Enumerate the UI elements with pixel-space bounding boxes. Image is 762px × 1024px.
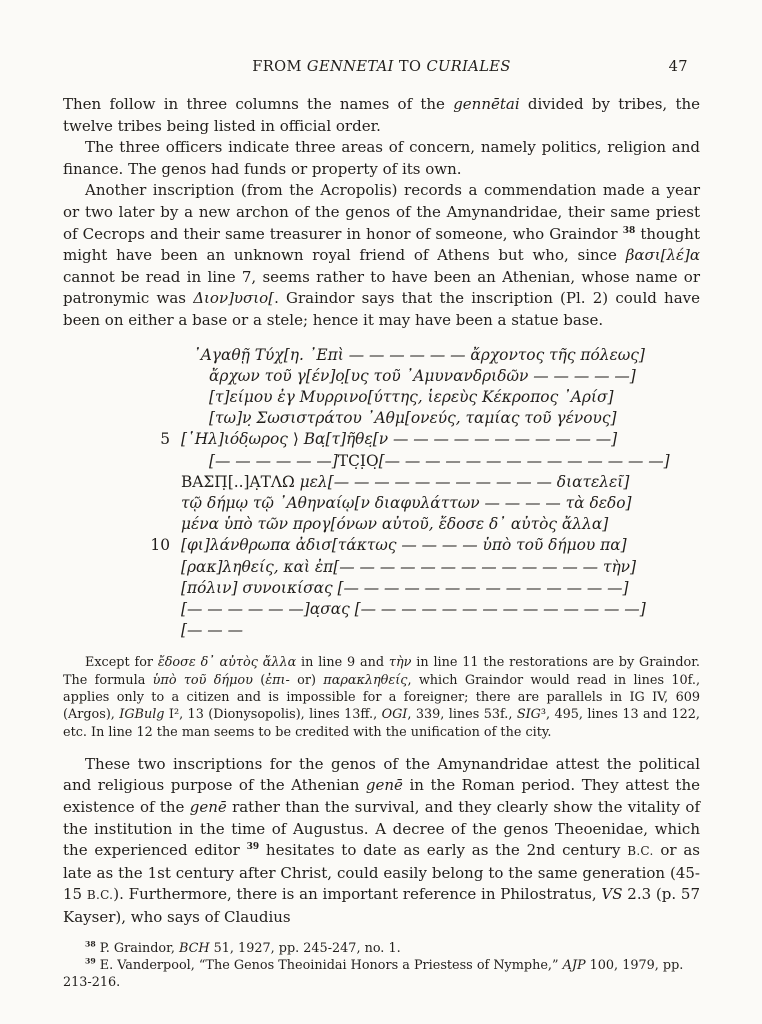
text-segment: 100, 1979, pp. 213-216. bbox=[63, 958, 684, 991]
inscription-line bbox=[148, 578, 700, 599]
text-segment: VS bbox=[601, 885, 623, 904]
inscription-line bbox=[148, 535, 700, 556]
inscription-text bbox=[181, 557, 636, 578]
text-segment: CURIALES bbox=[426, 58, 511, 75]
line-number bbox=[148, 493, 170, 514]
inscription-line bbox=[148, 557, 700, 578]
text-segment: B.C. bbox=[627, 844, 654, 859]
line-number bbox=[148, 620, 170, 641]
inscription-text bbox=[181, 472, 629, 493]
text-segment: βασι[λέ]α bbox=[625, 246, 700, 265]
text-segment: Another inscription (from the Acropolis) records a commendation made a year or two later by a new archon of the genos of the Amynandridae, their same priest of Cecrops and their same treasurer in honor of someone, who Graindor bbox=[63, 181, 700, 243]
text-segment: [῾Ηλ]ιόδ̣ωρος bbox=[181, 430, 293, 449]
text-segment: 39 bbox=[246, 842, 260, 853]
text-segment: IGBulg bbox=[119, 707, 165, 723]
text-segment: μένα ὑπὸ τῶν προγ[όνων αὐτοῦ, ἔδοσε δ᾿ αὐτὸς ἄλλα] bbox=[181, 515, 609, 534]
text-segment: 2.3 (p. 57 Kayser), who says of Claudius bbox=[63, 885, 701, 927]
inscription-line bbox=[148, 408, 700, 429]
inscription-line bbox=[148, 599, 700, 620]
inscription-line bbox=[148, 429, 700, 450]
text-segment: cannot be read in line 7, seems rather to have been an Athenian, whose name or patronymic was bbox=[63, 267, 700, 308]
text-segment: in line 11 the restorations are by Graindor. The formula bbox=[63, 655, 701, 688]
paragraph bbox=[63, 94, 700, 137]
text-segment: in the Roman period. They attest the existence of the bbox=[63, 776, 700, 817]
text-segment: or as late as the 1st century after Christ, could easily belong to the same generation (45-15 bbox=[63, 841, 701, 904]
text-segment: τῷ δήμῳ τῷ ᾿Αθηναίῳ[ν διαφυλάττων — — — — τὰ δεδο] bbox=[181, 493, 632, 512]
text-segment: GENNETAI bbox=[306, 58, 394, 75]
inscription-text bbox=[209, 366, 636, 387]
inscription-line bbox=[148, 451, 700, 472]
text-segment: . Graindor says that the inscription (Pl. 2) could have been on either a base or a stele; hence it may have been a statue base. bbox=[63, 289, 700, 329]
text-segment: [— — — — — —] bbox=[209, 451, 338, 470]
line-number bbox=[148, 366, 170, 387]
text-segment: [πόλιν] συνοικίσας [— — — — — — — — — — — — — —] bbox=[181, 578, 629, 597]
line-number bbox=[148, 514, 170, 535]
text-segment: τὴν bbox=[388, 655, 412, 671]
line-number bbox=[148, 557, 170, 578]
inscription-line bbox=[148, 493, 700, 514]
text-segment: Διον]υσιο[ bbox=[193, 289, 275, 308]
line-number bbox=[148, 408, 170, 429]
text-segment: [φι]λάνθρωπα ἀδισ[τάκτως — — — — ὑπὸ τοῦ δήμου πα] bbox=[181, 536, 627, 555]
text-segment: ³, 495, lines 13 and 122, etc. In line 12 the man seems to be credited with the unification of the city. bbox=[63, 707, 700, 740]
running-title bbox=[63, 58, 700, 76]
text-segment: The three officers indicate three areas of concern, namely politics, religion and finance. The genos had funds or property of its own. bbox=[63, 138, 700, 178]
paragraph bbox=[63, 137, 700, 180]
inscription-text bbox=[181, 493, 632, 514]
inscription-text bbox=[181, 578, 629, 599]
text-segment: ( bbox=[252, 672, 266, 688]
inscription-text bbox=[193, 345, 645, 366]
footnote bbox=[63, 940, 700, 957]
text-segment: TO bbox=[393, 58, 427, 75]
text-segment: [ρακ]ληθείς, καὶ ἐπ[— — — — — — — — — — — — — τὴν] bbox=[181, 557, 637, 576]
text-segment: 38 bbox=[85, 939, 96, 949]
page-number: 47 bbox=[668, 58, 688, 75]
line-number bbox=[148, 345, 170, 366]
text-segment: SIG bbox=[516, 707, 541, 723]
text-segment: FROM bbox=[252, 58, 307, 75]
inscription-text bbox=[181, 514, 608, 535]
text-segment: BCH bbox=[178, 940, 210, 956]
text-segment: ὑπὸ τοῦ δήμου bbox=[152, 672, 253, 688]
inscription-line bbox=[148, 620, 700, 641]
paragraph bbox=[63, 754, 700, 929]
inscription-line bbox=[148, 387, 700, 408]
inscription-text bbox=[209, 451, 670, 472]
line-number: 5 bbox=[160, 430, 170, 449]
text-segment: ᾿Αγαθῇ Τύχ[η. ᾿Επὶ — — — — — — ἄρχοντος τῆς πόλεως] bbox=[193, 345, 645, 364]
text-segment: 38 bbox=[622, 225, 636, 236]
text-segment: ΤϹ̣Ι̣Ο̣ bbox=[337, 451, 379, 470]
text-segment: ΒΑΣΠ̣[..]Α̣ΤΛΩ bbox=[181, 472, 295, 491]
text-segment: ἔδοσε δ᾿ αὐτὸς ἄλλα bbox=[157, 655, 297, 671]
text-segment: Except for bbox=[85, 655, 158, 671]
footnote bbox=[63, 957, 700, 992]
text-segment: genē bbox=[365, 776, 403, 795]
text-segment: ). Furthermore, there is an important reference in Philostratus, bbox=[113, 885, 602, 904]
text-segment: E. Vanderpool, “The Genos Theoinidai Honors a Priestess of Nymphe,” bbox=[95, 958, 563, 974]
inscription-line bbox=[148, 514, 700, 535]
text-segment: 51, 1927, pp. 245-247, no. 1. bbox=[209, 940, 401, 956]
line-number bbox=[148, 387, 170, 408]
inscription-text bbox=[209, 408, 616, 429]
text-segment: thought might have been an unknown royal friend of Athens but who, since bbox=[63, 224, 700, 265]
text-segment: Βα̣[τ]ῆθε̣[ν — — — — — — — — — — —] bbox=[298, 430, 618, 449]
text-segment: I², 13 (Dionysopolis), lines 13ff., bbox=[164, 707, 382, 723]
inscription-line bbox=[148, 472, 700, 493]
inscription-text bbox=[181, 599, 646, 620]
footnotes bbox=[63, 940, 700, 992]
line-number: 10 bbox=[150, 536, 170, 555]
text-segment: ἐπι- bbox=[265, 672, 290, 688]
text-segment: 39 bbox=[85, 956, 96, 966]
inscription-text bbox=[209, 387, 614, 408]
text-segment: or) bbox=[289, 672, 324, 688]
text-segment: AJP bbox=[562, 958, 586, 974]
text-segment: genē bbox=[189, 798, 227, 817]
text-segment: P. Graindor, bbox=[95, 940, 179, 956]
line-number bbox=[148, 451, 170, 472]
text-segment: παρακληθείς bbox=[323, 672, 408, 688]
text-segment: rather than the survival, and they clearly show the vitality of the institution in the time of Augustus. A decree of the genos Theoenidae, which the experienced editor bbox=[63, 798, 700, 860]
text-segment: These two inscriptions for the genos of the Amynandridae attest the political and religious purpose of the Athenian bbox=[63, 754, 700, 795]
inscription-line bbox=[148, 366, 700, 387]
inscription-line bbox=[148, 345, 700, 366]
text-segment: divided by tribes, the twelve tribes being listed in official order. bbox=[63, 95, 701, 135]
commentary-note bbox=[63, 654, 700, 740]
text-segment: ⟩ bbox=[292, 430, 299, 449]
text-segment: ἄρχων τοῦ γ[έν]ο̣[υς τοῦ ᾿Αμυνανδριδῶν — — — — —] bbox=[209, 366, 636, 385]
text-segment: B.C. bbox=[86, 888, 114, 903]
text-segment: hesitates to date as early as the 2nd century bbox=[259, 841, 628, 860]
line-number bbox=[148, 578, 170, 599]
text-segment: Then follow in three columns the names of the bbox=[63, 95, 454, 113]
body-text bbox=[63, 94, 700, 332]
text-segment: in line 9 and bbox=[296, 655, 389, 671]
inscription-block bbox=[148, 345, 700, 642]
page-header bbox=[63, 58, 700, 76]
inscription-text bbox=[181, 620, 243, 641]
line-number bbox=[148, 472, 170, 493]
text-segment: μελ[— — — — — — — — — — — διατελεῖ] bbox=[294, 472, 630, 491]
text-segment: , 339, lines 53f., bbox=[407, 707, 517, 723]
inscription-text bbox=[181, 429, 617, 450]
text-segment: [τω]ν̣ Σωσιστράτου ᾿Αθμ[ονεύς, ταμίας τοῦ γένους] bbox=[209, 409, 617, 428]
text-segment: [τ]είμου ἐγ Μυρρινο[ύττης, ἱερεὺς Κέκροπος ᾿Αρίσ] bbox=[209, 387, 614, 406]
paragraph bbox=[63, 180, 700, 331]
inscription-text bbox=[181, 535, 627, 556]
text-segment: [— — — — — — — — — — — — — —] bbox=[378, 451, 670, 470]
text-segment: [— — — — — —]α̣σας [— — — — — — — — — — — — — —] bbox=[181, 599, 646, 618]
text-segment: , which Graindor would read in lines 10f., applies only to a citizen and is impossible for a foreigner; there are parallels in IG IV, 609 (Argos), bbox=[63, 672, 701, 723]
line-number bbox=[148, 599, 170, 620]
text-segment: OGI bbox=[381, 707, 408, 723]
text-segment: gennētai bbox=[453, 95, 520, 113]
text-segment: [— — — bbox=[181, 621, 243, 640]
